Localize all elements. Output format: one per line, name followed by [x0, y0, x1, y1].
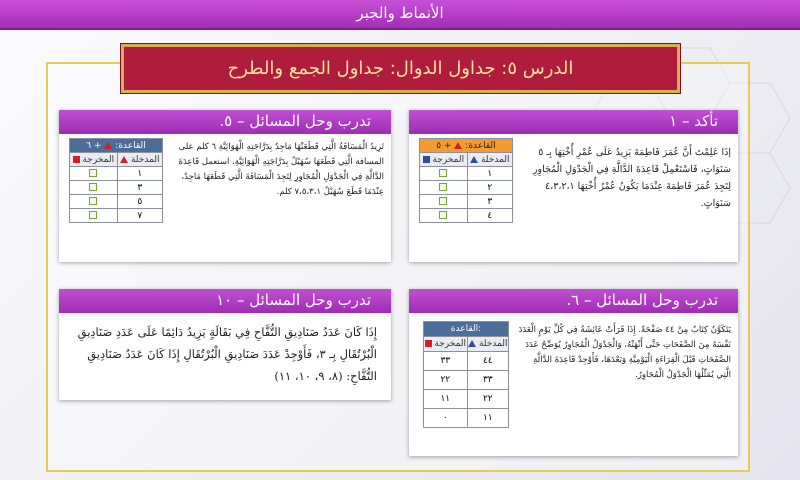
triangle-icon — [470, 156, 478, 163]
rule-cell: القاعدة: + ٦ — [70, 139, 163, 153]
rule-cell: القاعدة: + ٥ — [420, 139, 513, 153]
answer-checkbox[interactable] — [439, 169, 447, 177]
input-header: المدخلة — [117, 153, 162, 167]
table-row: ٣ — [70, 181, 163, 195]
practice6-problem-text: يَتَكَوَّنُ كِتَابٌ مِنْ ٤٤ صَفْحَةً. إِذَا قَرَأَتْ عَائِشَةُ فِي كُلِّ يَوْمٍ الْعَدَدَ نَفْسَهُ مِنَ الصَّفَحَاتِ حَتَّى أَنْهَتْهُ، وَالْجَدْوَلُ الْمُجَاوِرُ يُوَضِّحُ عَدَدَ الصَّفَحَاتِ قَبْلَ الْقِرَاءَةِ الْيَوْمِيَّةِ وَبَعْدَهَا، فَأَوْجِدْ قَاعِدَةَ الدَّالَّةِ الَّتِي يُمَثِّلُهَا الْجَدْوَلُ الْمُجَاوِرُ. — [518, 325, 731, 380]
table-row: ١ — [70, 167, 163, 181]
practice10-card[interactable] — [59, 289, 391, 400]
output-header: المخرجة — [420, 153, 468, 167]
answer-checkbox[interactable] — [89, 183, 97, 191]
table-row: ٣٣ ٤٤ — [424, 352, 509, 371]
rule-cell: القاعدة: — [424, 322, 509, 337]
practice5-card[interactable] — [59, 110, 391, 262]
top-bar — [0, 0, 800, 30]
confirm-function-table — [419, 138, 513, 223]
table-row: ٣ — [420, 195, 513, 209]
answer-checkbox[interactable] — [89, 211, 97, 219]
triangle-icon — [454, 142, 462, 149]
practice6-card-title: تدرب وحل المسائل – ٦. — [409, 289, 738, 313]
app-title: الأنماط والجبر — [356, 4, 444, 22]
table-row: ١ — [420, 167, 513, 181]
confirm-problem-text: إذَا عَلِمْتَ أَنَّ عُمَرَ فَاطِمَةَ يَزِيدُ عَلَى عُمْرِ أُخْتِهَا بِـ ٥ سَنَوَاتٍ، فَاسْتَعْمِلْ قَاعِدَةَ الدَّالَّةِ فِي الْجَدْوَلِ الْمُجَاوِرِ لِتَجِدَ عُمَرَ فَاطِمَةَ عِنْدَمَا يَكُونُ عُمْرُ أُخْتِهَا ٤،٣،٢،١ سَنَوَاتٍ. — [532, 147, 731, 209]
practice5-problem-text: تَزِيدُ الْمَسَافَةُ الَّتِي قَطَعَتْهَا مَاجِدٌ بِدَرَّاجَتِهِ الْهَوَائِيَّةِ ٦ كلم على المسافة الَّتِي قَطَعَهَا سُهَيْلٌ بِدَرَّاجَتِهِ الْهَوَائِيَّةِ. استعمل قَاعِدَةَ الدَّالَّةِ فِي الْجَدْوَلِ الْمُجَاوِرِ لِتَجِدَ الْمَسَافَةَ الَّتِي قَطَعَهَا مَاجِدٌ، عِنْدَمَا قَطَعَ سُهَيْلٌ ٧،٥،٣،١ كلم. — [178, 142, 384, 197]
practice10-problem-text: إِذَا كَانَ عَدَدُ صَنَادِيقِ التُّفَّاحِ فِي بَقَالَةٍ يَزِيدُ دَائِمًا عَلَى عَدَدِ صَنَادِيقِ الْبُرْتُقَالِ بِـ ٣، فَأَوْجِدْ عَدَدَ صَنَادِيقِ الْبُرْتُقَالِ إِذَا كَانَ عَدَدُ صَنَادِيقِ التُّفَّاحِ: (٨، ٩، ١٠، ١١) — [77, 325, 377, 383]
table-row: ٤ — [420, 209, 513, 223]
input-header: المدخلة — [467, 153, 512, 167]
table-row: ١١ ٢٢ — [424, 390, 509, 409]
answer-checkbox[interactable] — [439, 183, 447, 191]
practice5-function-table — [69, 138, 163, 223]
confirm-card[interactable] — [409, 110, 738, 262]
triangle-icon — [468, 340, 476, 347]
answer-checkbox[interactable] — [439, 211, 447, 219]
square-icon — [73, 156, 80, 163]
practice5-card-title: تدرب وحل المسائل – ٥. — [59, 110, 391, 134]
triangle-icon — [104, 142, 112, 149]
lesson-banner — [121, 44, 680, 93]
practice6-card[interactable] — [409, 289, 738, 456]
square-icon — [423, 156, 430, 163]
table-row: ٢ — [420, 181, 513, 195]
square-icon — [425, 340, 432, 347]
practice10-card-title: تدرب وحل المسائل – ١٠ — [59, 289, 391, 313]
lesson-title: الدرس ٥: جداول الدوال: جداول الجمع والطرح — [227, 58, 574, 79]
table-row: ٠ ١١ — [424, 409, 509, 428]
triangle-icon — [120, 156, 128, 163]
answer-checkbox[interactable] — [89, 169, 97, 177]
output-header: المخرجة — [424, 337, 468, 352]
table-row: ٧ — [70, 209, 163, 223]
confirm-card-title: تأكد – ١ — [409, 110, 738, 134]
input-header: المدخلة — [467, 337, 508, 352]
answer-checkbox[interactable] — [439, 197, 447, 205]
output-header: المخرجة — [70, 153, 118, 167]
table-row: ٢٢ ٣٣ — [424, 371, 509, 390]
practice6-function-table — [423, 321, 509, 428]
table-row: ٥ — [70, 195, 163, 209]
answer-checkbox[interactable] — [89, 197, 97, 205]
